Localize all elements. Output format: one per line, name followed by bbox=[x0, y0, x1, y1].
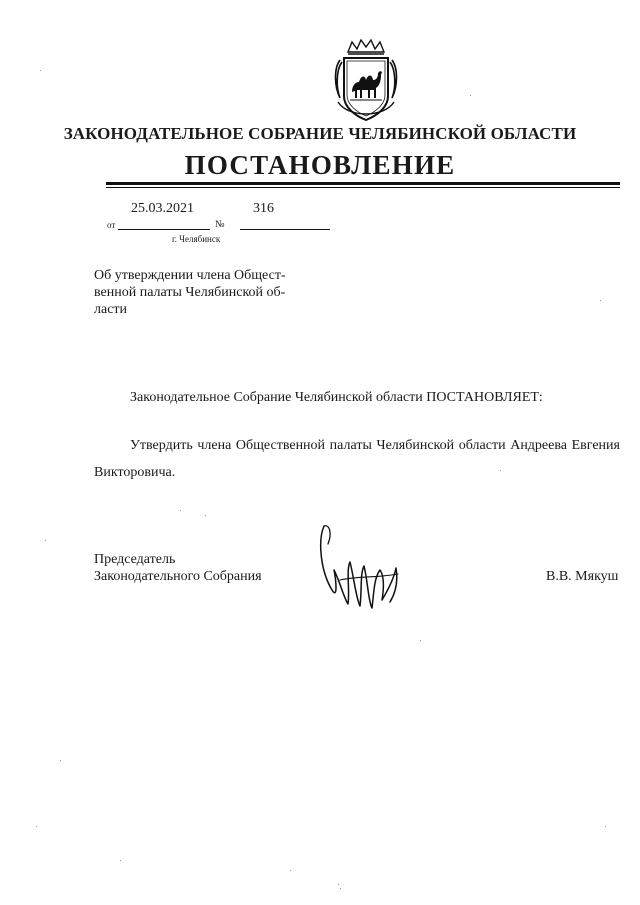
date-prefix-label: от bbox=[107, 220, 116, 230]
signatory-title-line: Законодательного Собрания bbox=[94, 569, 262, 584]
header-rule-thin bbox=[106, 187, 620, 188]
city-label: г. Челябинск bbox=[172, 234, 221, 244]
number-underline bbox=[240, 229, 330, 230]
preamble-text: Законодательное Собрание Челябинской области ПОСТАНОВЛЯЕТ: bbox=[130, 390, 543, 405]
decision-text-line: Утвердить члена Общественной палаты Челябинской области Андреева Евгения bbox=[130, 438, 620, 453]
decision-text-line: Викторовича. bbox=[94, 465, 176, 480]
number-prefix-label: № bbox=[215, 219, 225, 230]
handwritten-signature-icon bbox=[310, 520, 410, 615]
coat-of-arms-icon bbox=[330, 38, 402, 124]
header-rule-thick bbox=[106, 182, 620, 185]
signer-name: В.В. Мякуш bbox=[546, 569, 619, 584]
subject-line: венной палаты Челябинской об- bbox=[94, 285, 286, 300]
document-date: 25.03.2021 bbox=[131, 201, 194, 216]
document-type-heading: ПОСТАНОВЛЕНИЕ bbox=[184, 150, 456, 180]
subject-line: ласти bbox=[94, 302, 128, 317]
signatory-title-line: Председатель bbox=[94, 552, 176, 567]
document-number: 316 bbox=[253, 201, 274, 216]
organization-title: ЗАКОНОДАТЕЛЬНОЕ СОБРАНИЕ ЧЕЛЯБИНСКОЙ ОБЛАСТИ bbox=[63, 124, 577, 143]
date-underline bbox=[118, 229, 210, 230]
document-subject bbox=[94, 267, 314, 318]
subject-line: Об утверждении члена Общест- bbox=[94, 268, 286, 283]
